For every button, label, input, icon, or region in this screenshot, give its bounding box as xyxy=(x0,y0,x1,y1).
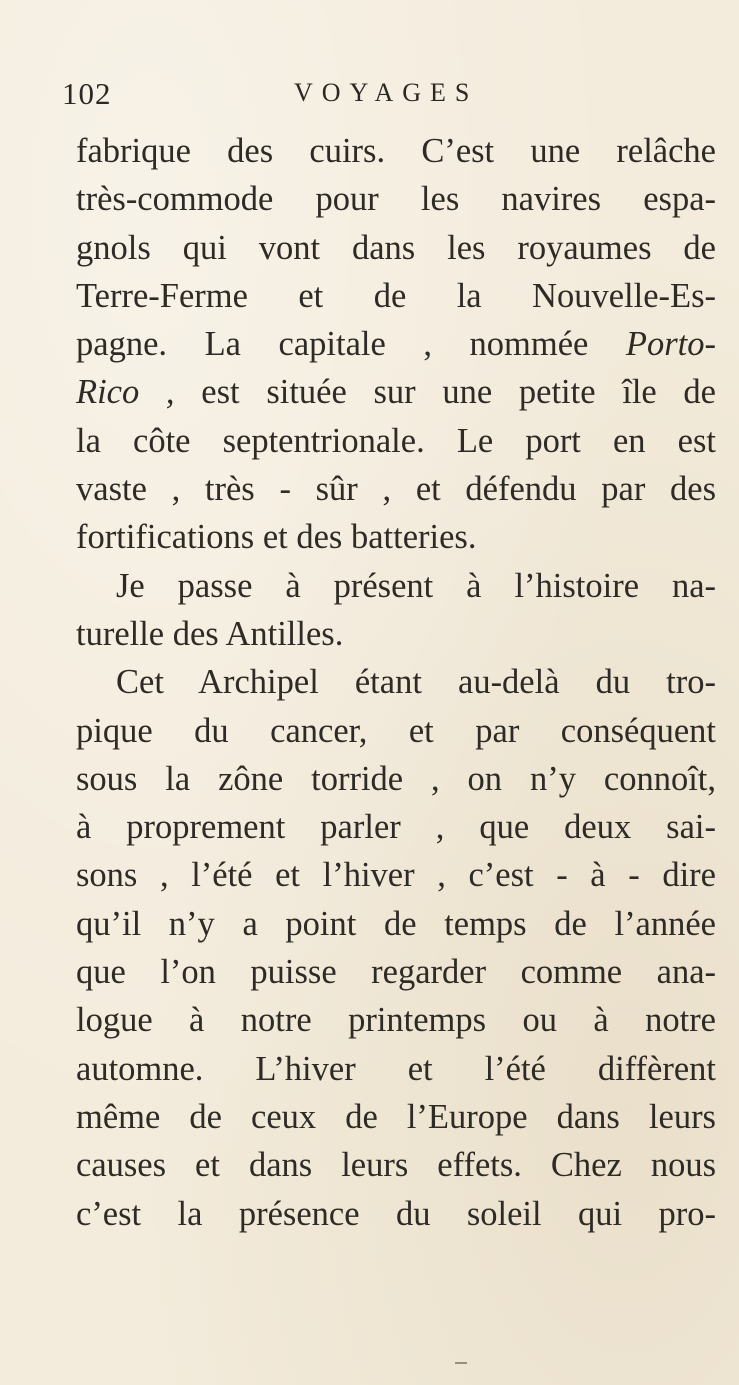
text-line: fortifications et des batteries. xyxy=(76,518,477,557)
text-segment: est située sur une petite île de xyxy=(201,373,716,412)
italic-place-name: Rico , xyxy=(76,373,175,412)
text-line: Cet Archipel étant au-delà du tro- xyxy=(116,663,716,702)
text-line: pique du cancer, et par conséquent xyxy=(76,711,716,750)
page-number: 102 xyxy=(62,76,112,111)
text-line: vaste , très - sûr , et défendu par des xyxy=(76,470,716,509)
text-line: qu’il n’y a point de temps de l’année xyxy=(76,904,716,943)
text-line: à proprement parler , que deux sai- xyxy=(76,808,716,847)
text-line: même de ceux de l’Europe dans leurs xyxy=(76,1097,716,1136)
text-line: automne. L’hiver et l’été diffèrent xyxy=(76,1049,716,1088)
text-line: sons , l’été et l’hiver , c’est - à - dire xyxy=(76,856,716,895)
text-line: très-commode pour les navires espa- xyxy=(76,180,716,219)
text-line: logue à notre printemps ou à notre xyxy=(76,1001,716,1040)
text-line xyxy=(76,368,716,416)
text-line: fabrique des cuirs. C’est une relâche xyxy=(76,132,716,170)
text-line xyxy=(76,320,716,368)
running-head: VOYAGES xyxy=(294,78,479,107)
text-line: turelle des Antilles. xyxy=(76,614,344,653)
text-line: gnols qui vont dans les royaumes de xyxy=(76,228,716,267)
text-line: Terre-Ferme et de la Nouvelle-Es- xyxy=(76,276,716,315)
text-line: causes et dans leurs effets. Chez nous xyxy=(76,1146,716,1185)
text-line: que l’on puisse regarder comme ana- xyxy=(76,953,716,992)
italic-place-name: Porto- xyxy=(625,325,716,364)
body-text xyxy=(76,127,716,1238)
text-line: sous la zône torride , on n’y connoît, xyxy=(76,759,716,798)
text-line: Je passe à présent à l’histoire na- xyxy=(116,566,716,605)
text-line: la côte septentrionale. Le port en est xyxy=(76,421,716,460)
ink-mark xyxy=(455,1362,467,1364)
page-header xyxy=(62,76,622,116)
text-line: c’est la présence du soleil qui pro- xyxy=(76,1194,716,1233)
text-segment: pagne. La capitale , nommée xyxy=(76,325,589,364)
